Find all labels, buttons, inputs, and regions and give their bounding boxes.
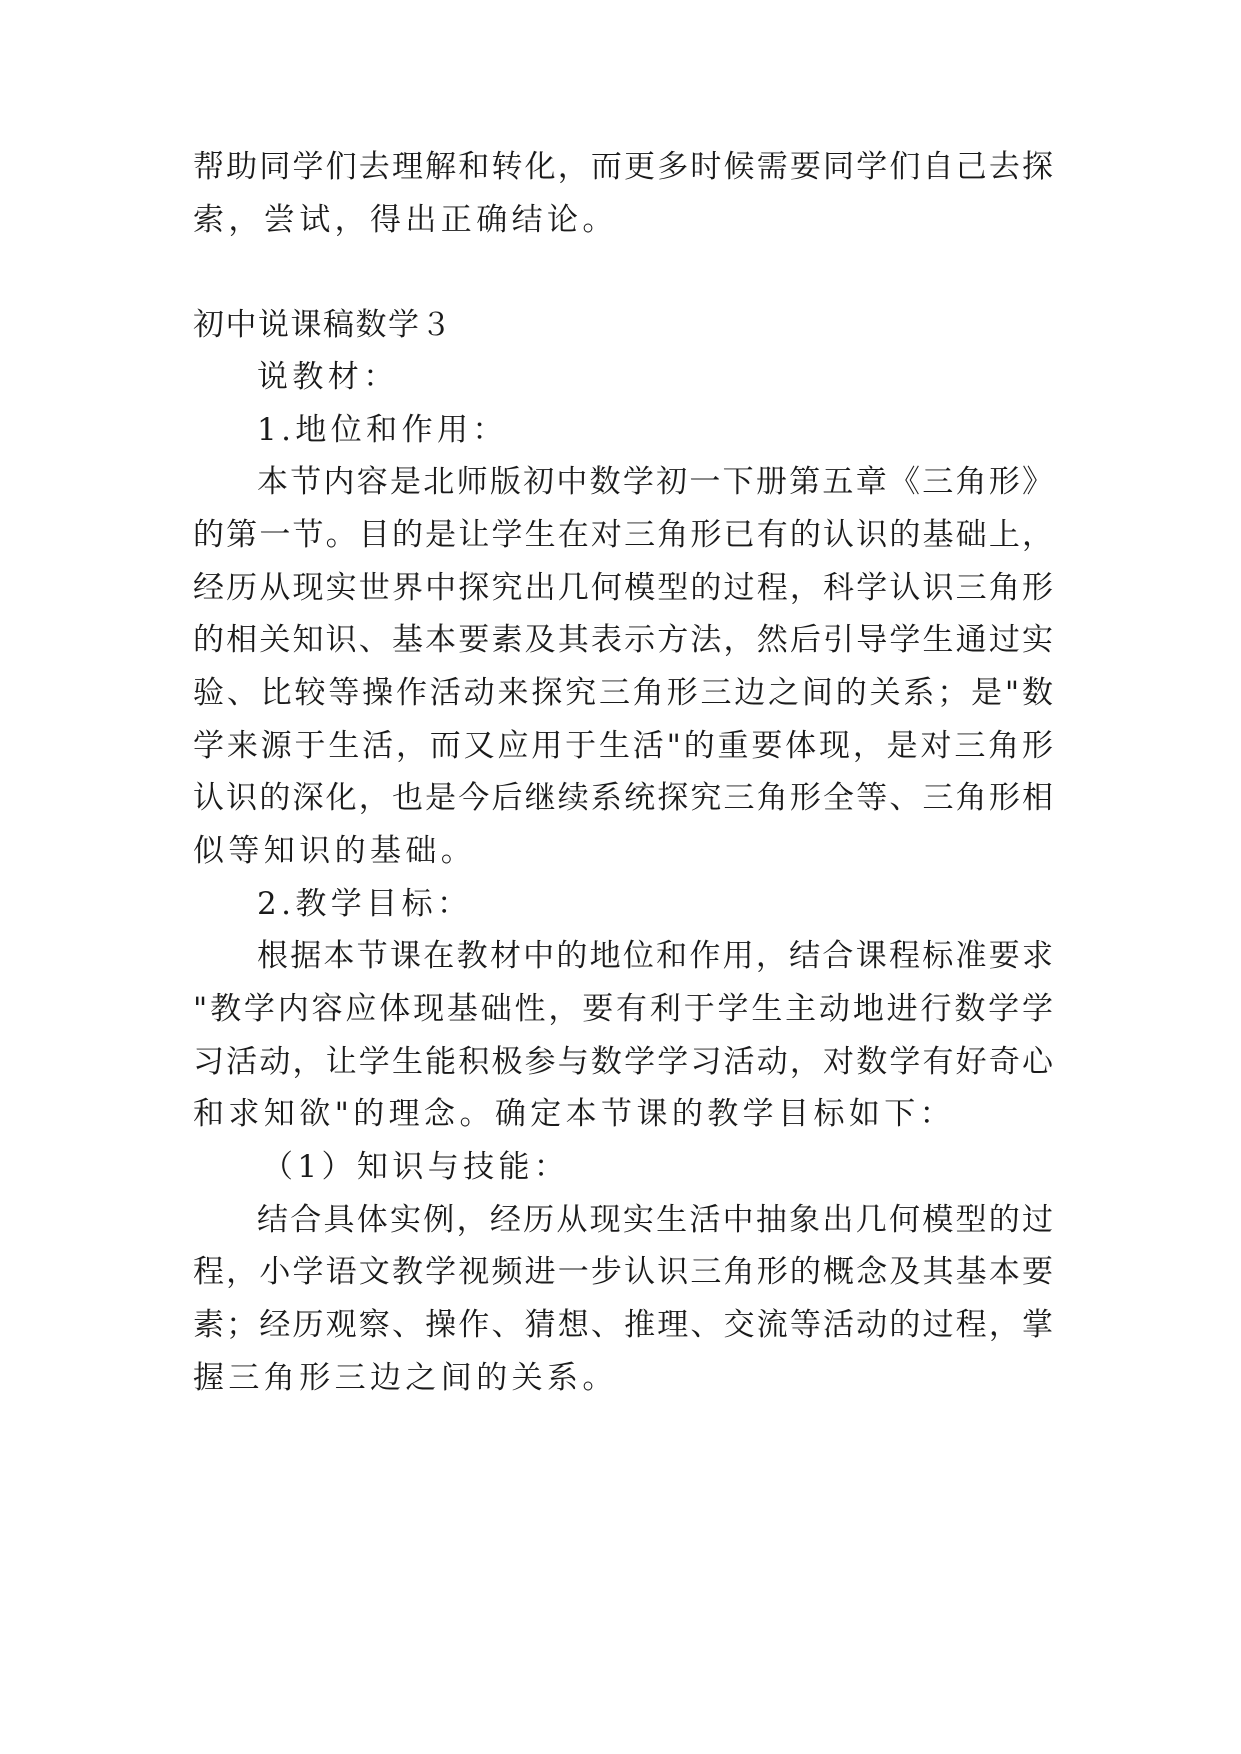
continuation-line-2: 索，尝试，得出正确结论。 [193,202,618,238]
paragraph-line: 似等知识的基础。 [193,833,477,869]
subheading-position: 1.地位和作用： [257,412,508,448]
subheading-knowledge: （1）知识与技能： [262,1149,570,1185]
paragraph-line: 素；经历观察、操作、猜想、推理、交流等活动的过程，掌 [193,1307,1053,1343]
paragraph-line: "教学内容应体现基础性，要有利于学生主动地进行数学学 [193,991,1053,1027]
continuation-line-1: 帮助同学们去理解和转化，而更多时候需要同学们自己去探 [193,149,1053,185]
section-title: 初中说课稿数学３ [193,307,453,343]
paragraph-line: 的第一节。目的是让学生在对三角形已有的认识的基础上， [193,517,1053,553]
paragraph-line: 经历从现实世界中探究出几何模型的过程，科学认识三角形 [193,570,1053,606]
paragraph-line: 验、比较等操作活动来探究三角形三边之间的关系；是"数 [193,675,1053,711]
paragraph-line: 本节内容是北师版初中数学初一下册第五章《三角形》 [257,464,1053,500]
paragraph-line: 习活动，让学生能积极参与数学学习活动，对数学有好奇心 [193,1044,1053,1080]
paragraph-line: 和求知欲"的理念。确定本节课的教学目标如下： [193,1096,956,1132]
paragraph-line: 认识的深化，也是今后继续系统探究三角形全等、三角形相 [193,780,1053,816]
subheading-goals: 2.教学目标： [257,886,473,922]
paragraph-line: 的相关知识、基本要素及其表示方法，然后引导学生通过实 [193,622,1053,658]
paragraph-line: 握三角形三边之间的关系。 [193,1360,618,1396]
paragraph-line: 根据本节课在教材中的地位和作用，结合课程标准要求 [257,938,1053,974]
paragraph-line: 结合具体实例，经历从现实生活中抽象出几何模型的过 [257,1202,1053,1238]
paragraph-line: 程，小学语文教学视频进一步认识三角形的概念及其基本要 [193,1254,1053,1290]
paragraph-line: 学来源于生活，而又应用于生活"的重要体现，是对三角形 [193,728,1053,764]
heading-textbook: 说教材： [257,359,399,395]
